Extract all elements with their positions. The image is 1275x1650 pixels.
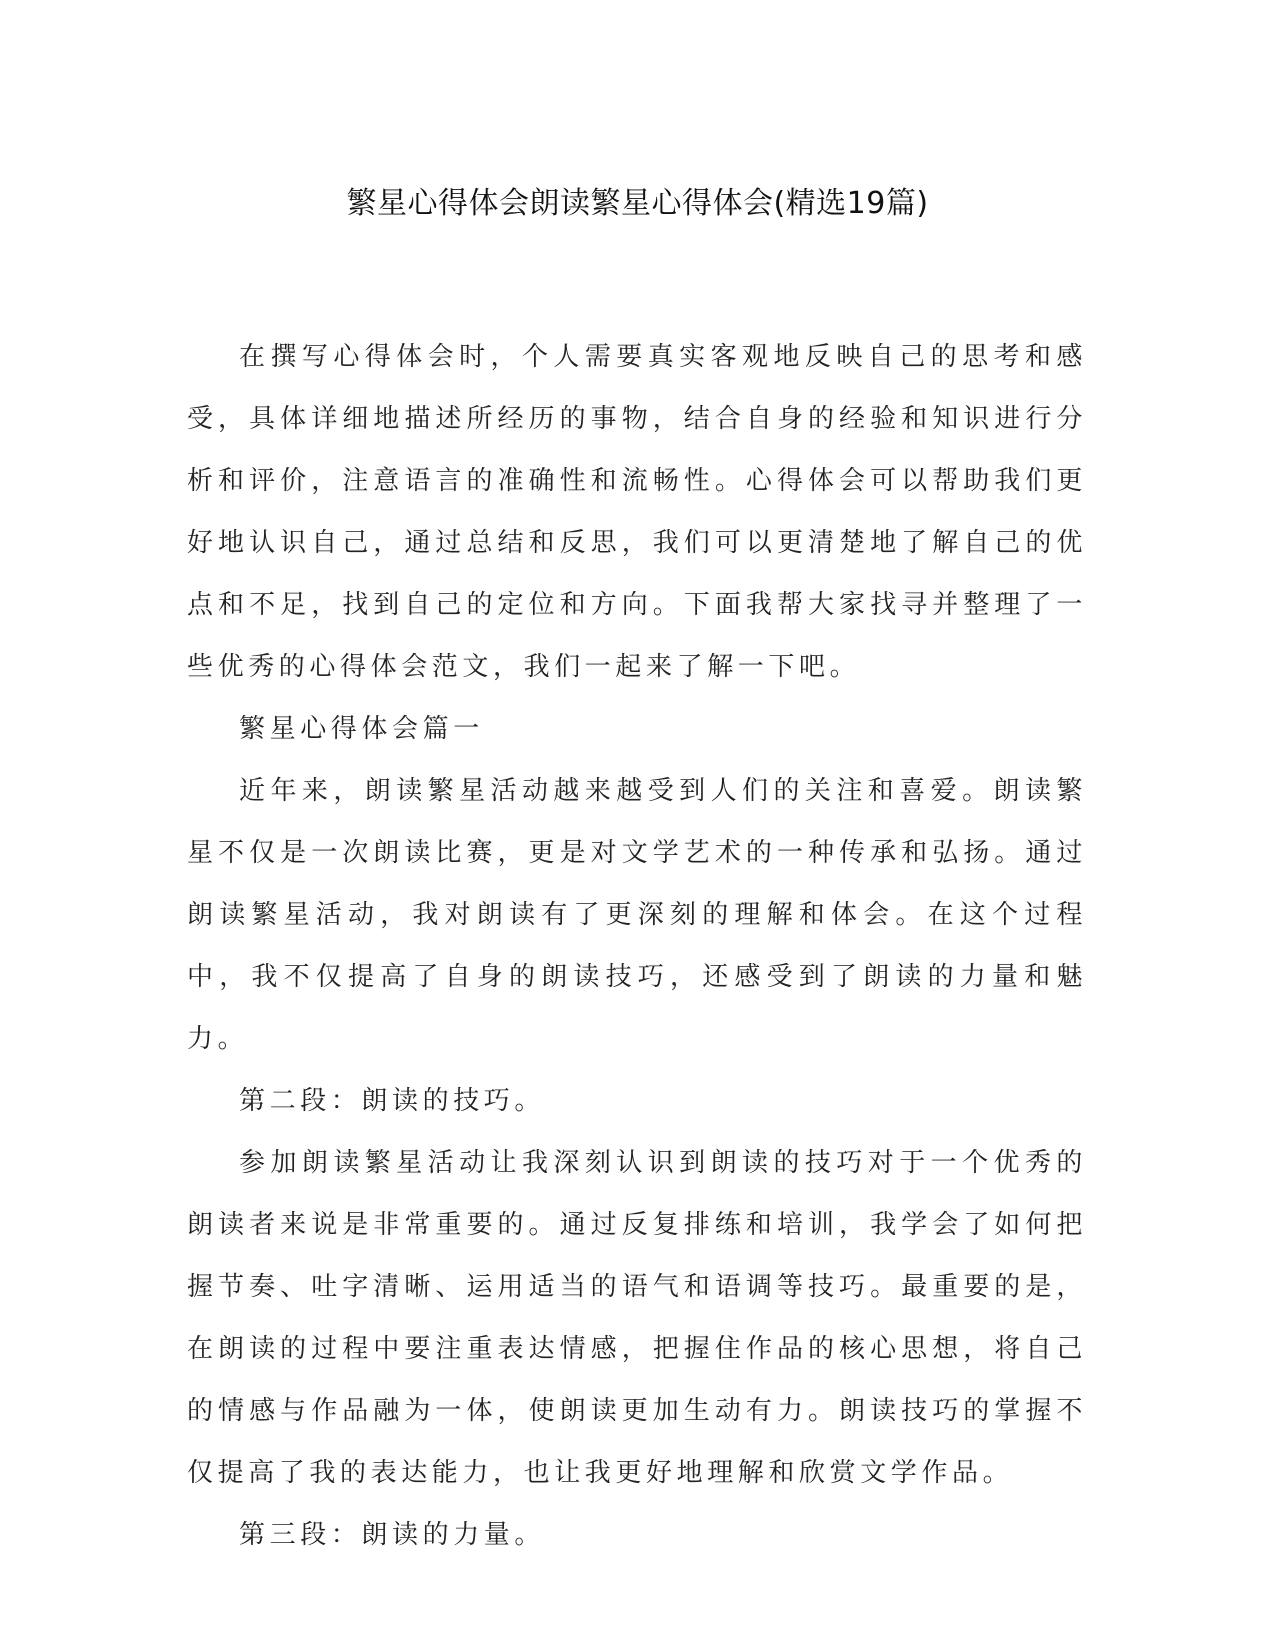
body-paragraph: 参加朗读繁星活动让我深刻认识到朗读的技巧对于一个优秀的朗读者来说是非常重要的。通过反复排练和培训，我学会了如何把握节奏、吐字清晰、运用适当的语气和语调等技巧。最重要的是，在朗读的过程中要注重表达情感，把握住作品的核心思想，将自己的情感与作品融为一体，使朗读更加生动有力。朗读技巧的掌握不仅提高了我的表达能力，也让我更好地理解和欣赏文学作品。 bbox=[187, 1148, 1087, 1488]
document-body bbox=[187, 326, 1087, 1566]
document-title: 繁星心得体会朗读繁星心得体会(精选19篇) bbox=[346, 186, 929, 221]
section-heading-part-one: 繁星心得体会篇一 bbox=[239, 714, 484, 744]
intro-paragraph: 在撰写心得体会时，个人需要真实客观地反映自己的思考和感受，具体详细地描述所经历的事物，结合自身的经验和知识进行分析和评价，注意语言的准确性和流畅性。心得体会可以帮助我们更好地认识自己，通过总结和反思，我们可以更清楚地了解自己的优点和不足，找到自己的定位和方向。下面我帮大家找寻并整理了一些优秀的心得体会范文，我们一起来了解一下吧。 bbox=[187, 342, 1087, 682]
section-heading-paragraph-two: 第二段：朗读的技巧。 bbox=[239, 1086, 546, 1116]
section-heading-paragraph-three: 第三段：朗读的力量。 bbox=[239, 1520, 546, 1550]
body-paragraph: 近年来，朗读繁星活动越来越受到人们的关注和喜爱。朗读繁星不仅是一次朗读比赛，更是对文学艺术的一种传承和弘扬。通过朗读繁星活动，我对朗读有了更深刻的理解和体会。在这个过程中，我不仅提高了自身的朗读技巧，还感受到了朗读的力量和魅力。 bbox=[187, 776, 1087, 1054]
